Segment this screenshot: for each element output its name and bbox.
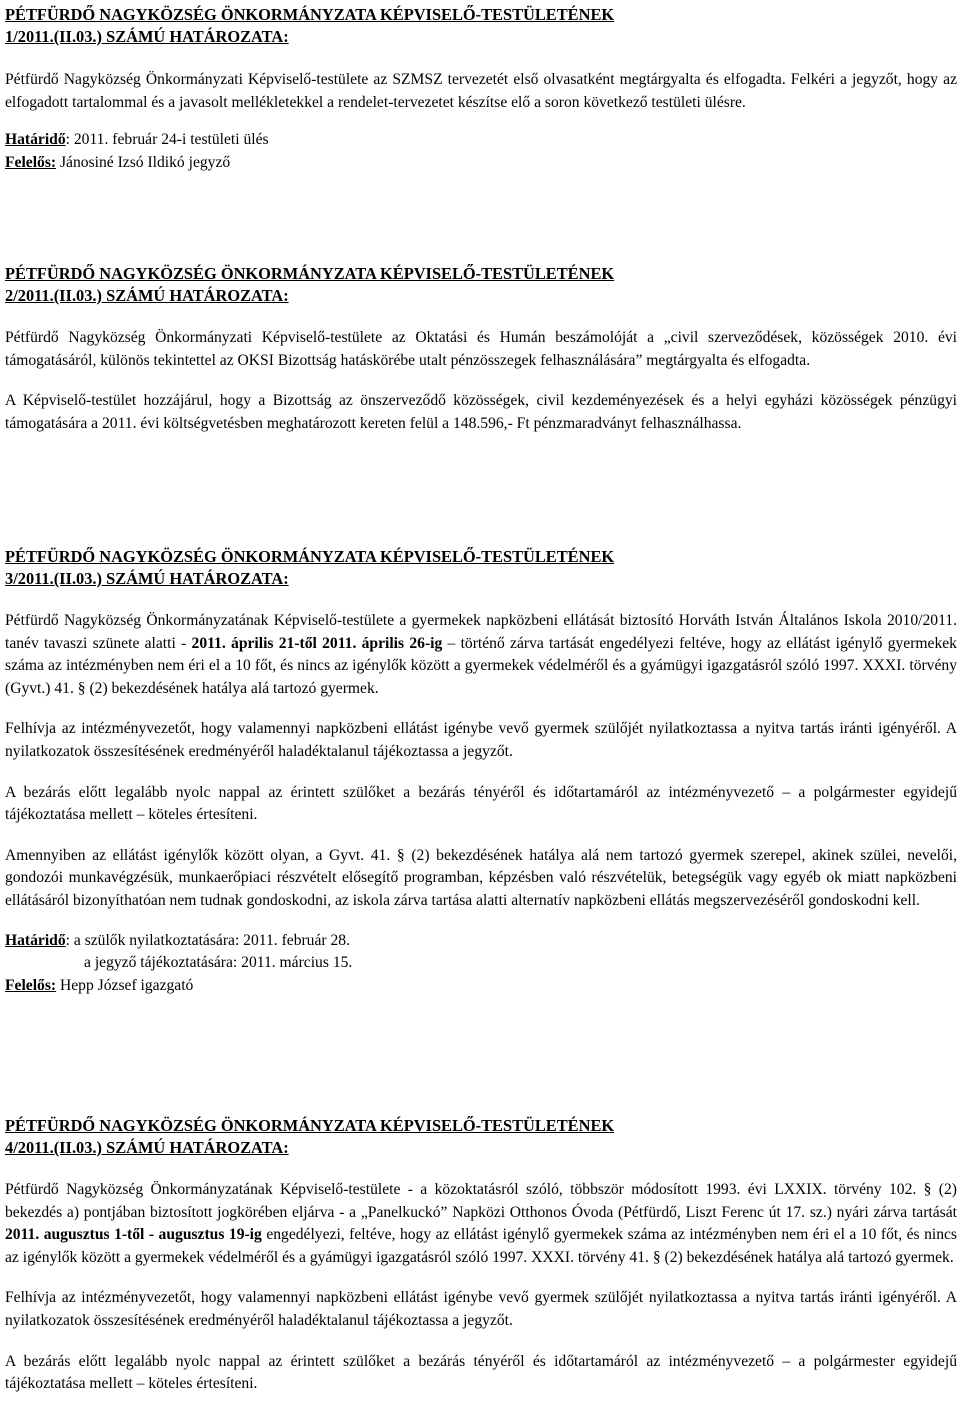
deadline-label: Határidő [5,931,66,949]
resolution-2 [5,263,957,435]
resolution-heading [5,546,957,590]
resolution-paragraph: Pétfürdő Nagyközség Önkormányzati Képviselő-testülete az Oktatási és Humán beszámolóját a „civil szerveződések, közösségek 2010. évi támogatásáról, különös tekintettel az OKSI Bizottság hatáskörébe utalt pénzösszegek felhasználására” megtárgyalta és elfogadta. [5,329,957,369]
deadline-text: : 2011. február 24-i testületi ülés [65,131,269,149]
paragraph-text: engedélyezi, feltéve, hogy az ellátást igénylő gyermekek száma az intézményben nem éri el a 10 főt, és nincs az igénylők között a gyermekek védelméről és a gyámügyi igazgatásról szóló 1997. XXXI. törvény 41. § (2) bekezdésének hatálya alá tartozó gyermek. [5,1226,957,1266]
closure-dates: 2011. április 21-től 2011. április 26-ig [191,634,443,652]
deadline-label: Határidő [5,131,66,149]
responsible-text: Hepp József igazgató [56,976,194,994]
resolution-paragraph: Amennyiben az ellátást igénylők között olyan, a Gyvt. 41. § (2) bekezdésének hatálya alá nem tartozó gyermek szerepel, akinek szülei, nevelői, gondozói munkavégzésük, munkaerőpiaci részvételt elősegítő programban, képzésben való részvételük, betegségük vagy egyéb ok miatt napközbeni ellátásáról bizonyíthatóan nem tudnak gondoskodni, az iskola zárva tartása alatti alternatív napközbeni ellátás megszervezéséről gondoskodni kell. [5,846,957,909]
responsible-line [5,975,957,998]
resolution-paragraph: Felhívja az intézményvezetőt, hogy valamennyi napközbeni ellátást igénybe vevő gyermek szülőjét nyilatkoztassa a nyitva tartás iránti igényéről. A nyilatkozatok összesítésének eredményéről haladéktalanul tájékoztassa a jegyzőt. [5,720,957,760]
responsible-label: Felelős: [5,153,57,171]
deadline-line-2: a jegyző tájékoztatására: 2011. március 15. [84,954,353,972]
deadline-line [5,129,957,152]
resolution-heading [5,1115,957,1159]
heading-line-1: PÉTFÜRDŐ NAGYKÖZSÉG ÖNKORMÁNYZATA KÉPVISELŐ-TESTÜLETÉNEK [5,1116,615,1135]
resolution-1 [5,4,957,174]
responsible-line [5,152,957,175]
heading-line-1: PÉTFÜRDŐ NAGYKÖZSÉG ÖNKORMÁNYZATA KÉPVISELŐ-TESTÜLETÉNEK [5,547,615,566]
resolution-paragraph [5,1179,957,1269]
responsible-label: Felelős: [5,976,57,994]
resolution-paragraph: Felhívja az intézményvezetőt, hogy valamennyi napközbeni ellátást igénybe vevő gyermek szülőjét nyilatkoztassa a nyitva tartás iránti igényéről. A nyilatkozatok összesítésének eredményéről haladéktalanul tájékoztassa a jegyzőt. [5,1289,957,1329]
resolution-paragraph: A bezárás előtt legalább nyolc nappal az érintett szülőket a bezárás tényéről és időtartamáról az intézményvezető – a polgármester egyidejű tájékoztatása mellett – köteles értesíteni. [5,1352,957,1393]
resolution-3 [5,546,957,997]
heading-line-1: PÉTFÜRDŐ NAGYKÖZSÉG ÖNKORMÁNYZATA KÉPVISELŐ-TESTÜLETÉNEK [5,264,615,283]
resolution-paragraph: A Képviselő-testület hozzájárul, hogy a Bizottság az önszerveződő közösségek, civil kezdeményezések és a helyi egyházi közösségek pénzügyi támogatására a 2011. évi költségvetésben meghatározott kereten felül a 148.596,- Ft pénzmaradványt felhasználhassa. [5,392,957,432]
resolution-paragraph: A bezárás előtt legalább nyolc nappal az érintett szülőket a bezárás tényéről és időtartamáról az intézményvezető – a polgármester egyidejű tájékoztatása mellett – köteles értesíteni. [5,783,957,824]
responsible-text: Jánosiné Izsó Ildikó jegyző [56,153,231,171]
deadline-text: : a szülők nyilatkoztatására: 2011. február 28. [65,931,350,949]
deadline-line [5,930,957,953]
paragraph-text: Pétfürdő Nagyközség Önkormányzatának Képviselő-testülete a gyermekek napközbeni ellátását biztosító Horváth István Általános Iskola 2010/2011. tanév tavaszi szünete alatti - [5,612,957,652]
heading-line-2: 2/2011.(II.03.) SZÁMÚ HATÁROZATA: [5,286,289,305]
closure-dates: 2011. augusztus 1-től - augusztus 19-ig [5,1226,262,1244]
resolution-paragraph: Pétfürdő Nagyközség Önkormányzati Képviselő-testülete az SZMSZ tervezetét első olvasatként megtárgyalta és elfogadta. Felkéri a jegyzőt, hogy az elfogadott tartalommal és a javasolt mellékletekkel a rendelet-tervezetet készítse elő a soron következő testületi ülésre. [5,71,957,111]
resolution-heading [5,263,957,307]
heading-line-2: 4/2011.(II.03.) SZÁMÚ HATÁROZATA: [5,1138,289,1157]
heading-line-2: 3/2011.(II.03.) SZÁMÚ HATÁROZATA: [5,569,289,588]
resolution-paragraph [5,610,957,700]
resolution-heading [5,4,957,48]
heading-line-1: PÉTFÜRDŐ NAGYKÖZSÉG ÖNKORMÁNYZATA KÉPVISELŐ-TESTÜLETÉNEK [5,5,615,24]
paragraph-text: – történő zárva tartását engedélyezi feltéve, hogy az ellátást igénylő gyermekek száma az intézményben nem éri el a 10 főt, és nincs az igénylők között a gyermekek védelméről és a gyámügyi igazgatásról szóló 1997. XXXI. törvény (Gyvt.) 41. § (2) bekezdésének hatálya alá tartozó gyermek. [5,634,957,697]
resolution-4 [5,1115,957,1396]
heading-line-2: 1/2011.(II.03.) SZÁMÚ HATÁROZATA: [5,27,289,46]
paragraph-text: Pétfürdő Nagyközség Önkormányzatának Képviselő-testülete - a közoktatásról szóló, többször módosított 1993. évi LXXIX. törvény 102. § (2) bekezdés a) pontjában biztosított jogkörében eljárva - a „Panelkuckó” Napközi Otthonos Óvoda (Pétfürdő, Liszt Ferenc út 17. sz.) nyári zárva tartását [5,1181,957,1221]
